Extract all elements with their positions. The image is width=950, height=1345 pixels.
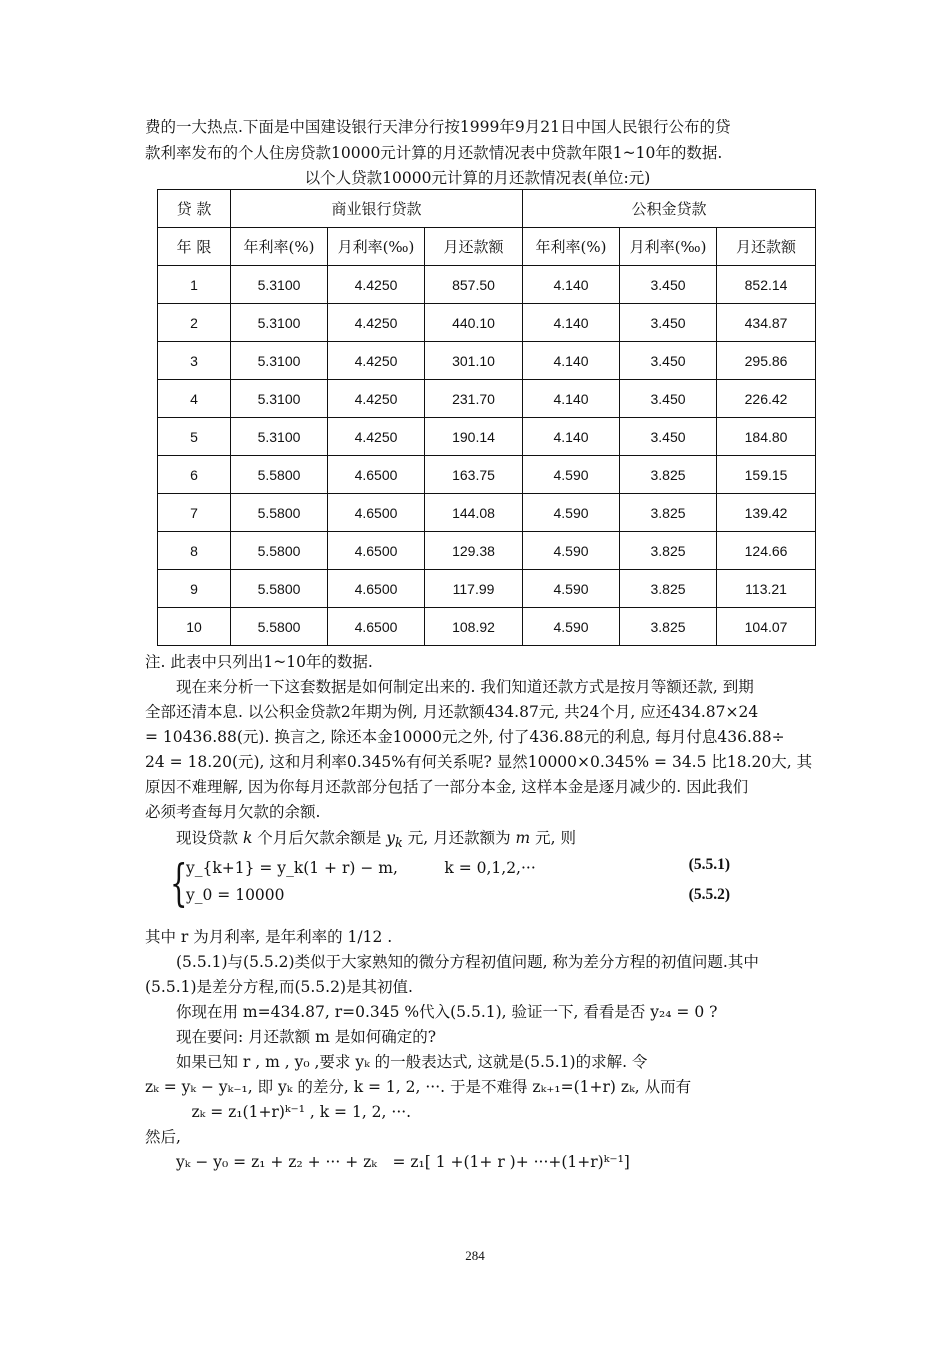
table-cell: 117.99 xyxy=(425,570,523,608)
table-cell: 4.6500 xyxy=(328,608,425,646)
explanation-line: 其中 r 为月利率, 是年利率的 1/12 . xyxy=(145,928,393,946)
table-cell: 3.450 xyxy=(620,380,717,418)
table-cell: 129.38 xyxy=(425,532,523,570)
intro-line-1: 费的一大热点.下面是中国建设银行天津分行按1999年9月21日中国人民银行公布的贷 xyxy=(145,118,731,136)
table-row xyxy=(158,494,816,532)
table-cell: 139.42 xyxy=(717,494,816,532)
table-cell: 3.825 xyxy=(620,570,717,608)
table-cell: 3.450 xyxy=(620,418,717,456)
table-row xyxy=(158,532,816,570)
term-cell: 4 xyxy=(158,380,231,418)
table-cell: 5.3100 xyxy=(231,266,328,304)
table-note: 注. 此表中只列出1~10年的数据. xyxy=(145,653,373,671)
term-cell: 10 xyxy=(158,608,231,646)
table-cell: 3.825 xyxy=(620,494,717,532)
header-term-1: 贷 款 xyxy=(158,190,231,228)
table-cell: 4.6500 xyxy=(328,532,425,570)
repayment-table xyxy=(157,189,816,646)
header-term-2: 年 限 xyxy=(158,228,231,266)
table-cell: 184.80 xyxy=(717,418,816,456)
explanation-line: zₖ = z₁(1+r)ᵏ⁻¹ , k = 1, 2, ···. xyxy=(145,1103,412,1121)
var-y-sub: k xyxy=(394,836,403,852)
table-cell: 301.10 xyxy=(425,342,523,380)
table-cell: 4.4250 xyxy=(328,418,425,456)
equation-number-2: (5.5.2) xyxy=(688,886,730,903)
term-cell: 1 xyxy=(158,266,231,304)
table-cell: 4.6500 xyxy=(328,570,425,608)
header-row-2 xyxy=(158,228,816,266)
analysis-line: 必须考查每月欠款的余额. xyxy=(145,803,321,821)
table-cell: 108.92 xyxy=(425,608,523,646)
table-cell: 4.140 xyxy=(523,342,620,380)
left-brace: { xyxy=(170,854,188,912)
table-cell: 163.75 xyxy=(425,456,523,494)
equation-5-5-1: y_{k+1} = y_k(1 + r) − m, k = 0,1,2,··· xyxy=(186,859,536,877)
table-row xyxy=(158,570,816,608)
table-cell: 5.5800 xyxy=(231,570,328,608)
column-header: 月利率(‰) xyxy=(328,228,425,266)
analysis-line: 原因不难理解, 因为你每月还款部分包括了一部分本金, 这样本金是逐月减少的. 因此我们 xyxy=(145,778,749,796)
table-cell: 434.87 xyxy=(717,304,816,342)
table-cell: 295.86 xyxy=(717,342,816,380)
explanation-line: yₖ − y₀ = z₁ + z₂ + ··· + zₖ = z₁[ 1 +(1+ r )+ ···+(1+r)ᵏ⁻¹] xyxy=(145,1153,630,1171)
table-cell: 190.14 xyxy=(425,418,523,456)
table-cell: 4.590 xyxy=(523,608,620,646)
table-cell: 3.450 xyxy=(620,266,717,304)
table-cell: 4.140 xyxy=(523,418,620,456)
table-cell: 4.4250 xyxy=(328,342,425,380)
intro-line-2: 款利率发布的个人住房贷款10000元计算的月还款情况表中贷款年限1~10年的数据. xyxy=(145,144,723,162)
term-cell: 9 xyxy=(158,570,231,608)
explanation-line: 然后, xyxy=(145,1128,181,1146)
table-cell: 4.590 xyxy=(523,494,620,532)
column-header: 年利率(%) xyxy=(523,228,620,266)
table-cell: 104.07 xyxy=(717,608,816,646)
equation-5-5-2: y_0 = 10000 xyxy=(186,886,285,904)
table-cell: 3.825 xyxy=(620,608,717,646)
table-cell: 4.4250 xyxy=(328,266,425,304)
analysis-line: 全部还清本息. 以公积金贷款2年期为例, 月还款额434.87元, 共24个月, 应还434.87×24 xyxy=(145,703,759,721)
table-cell: 231.70 xyxy=(425,380,523,418)
table-row xyxy=(158,380,816,418)
setup-text-d: 元, 则 xyxy=(530,829,576,847)
table-cell: 5.5800 xyxy=(231,532,328,570)
table-cell: 3.825 xyxy=(620,456,717,494)
table-cell: 159.15 xyxy=(717,456,816,494)
term-cell: 3 xyxy=(158,342,231,380)
table-row xyxy=(158,304,816,342)
analysis-line: = 10436.88(元). 换言之, 除还本金10000元之外, 付了436.88元的利息, 每月付息436.88÷ xyxy=(145,728,785,746)
table-body xyxy=(158,266,816,646)
table-cell: 4.6500 xyxy=(328,494,425,532)
var-m: m xyxy=(515,829,531,847)
table-cell: 4.140 xyxy=(523,266,620,304)
table-cell: 4.4250 xyxy=(328,304,425,342)
column-header: 月还款额 xyxy=(717,228,816,266)
term-cell: 2 xyxy=(158,304,231,342)
table-cell: 144.08 xyxy=(425,494,523,532)
term-cell: 8 xyxy=(158,532,231,570)
table-cell: 4.6500 xyxy=(328,456,425,494)
setup-text-a: 现设贷款 xyxy=(145,829,243,847)
table-cell: 226.42 xyxy=(717,380,816,418)
var-y: y xyxy=(386,829,395,847)
table-row xyxy=(158,608,816,646)
table-cell: 3.450 xyxy=(620,342,717,380)
analysis-line: 现在来分析一下这套数据是如何制定出来的. 我们知道还款方式是按月等额还款, 到期 xyxy=(145,678,754,696)
table-cell: 4.590 xyxy=(523,456,620,494)
header-commercial: 商业银行贷款 xyxy=(231,190,523,228)
table-cell: 5.5800 xyxy=(231,494,328,532)
equation-number-1: (5.5.1) xyxy=(688,856,730,873)
table-cell: 113.21 xyxy=(717,570,816,608)
table-cell: 3.450 xyxy=(620,304,717,342)
table-cell: 3.825 xyxy=(620,532,717,570)
table-cell: 5.5800 xyxy=(231,608,328,646)
table-row xyxy=(158,418,816,456)
setup-text-b: 个月后欠款余额是 xyxy=(252,829,387,847)
table-cell: 124.66 xyxy=(717,532,816,570)
table-row xyxy=(158,456,816,494)
explanation-line: (5.5.1)与(5.5.2)类似于大家熟知的微分方程初值问题, 称为差分方程的初值问题.其中 xyxy=(145,953,759,971)
header-fund: 公积金贷款 xyxy=(523,190,816,228)
table-cell: 4.4250 xyxy=(328,380,425,418)
table-cell: 4.140 xyxy=(523,304,620,342)
table-cell: 5.3100 xyxy=(231,418,328,456)
explanation-line: 现在要问: 月还款额 m 是如何确定的? xyxy=(145,1028,437,1046)
table-cell: 852.14 xyxy=(717,266,816,304)
term-cell: 6 xyxy=(158,456,231,494)
column-header: 月还款额 xyxy=(425,228,523,266)
table-cell: 5.5800 xyxy=(231,456,328,494)
setup-text-c: 元, 月还款额为 xyxy=(402,829,516,847)
table-cell: 5.3100 xyxy=(231,342,328,380)
explanation-line: 如果已知 r , m , y₀ ,要求 yₖ 的一般表达式, 这就是(5.5.1)的求解. 令 xyxy=(145,1053,648,1071)
table-cell: 4.140 xyxy=(523,380,620,418)
header-row-1 xyxy=(158,190,816,228)
term-cell: 5 xyxy=(158,418,231,456)
explanation-line: zₖ = yₖ − yₖ₋₁, 即 yₖ 的差分, k = 1, 2, ···. 于是不难得 zₖ₊₁=(1+r) zₖ, 从而有 xyxy=(145,1078,692,1096)
analysis-line: 24 = 18.20(元), 这和月利率0.345%有何关系呢? 显然10000×0.345% = 34.5 比18.20大, 其 xyxy=(145,753,813,771)
term-cell: 7 xyxy=(158,494,231,532)
explanation-line: (5.5.1)是差分方程,而(5.5.2)是其初值. xyxy=(145,978,413,996)
explanation-line: 你现在用 m=434.87, r=0.345 %代入(5.5.1), 验证一下, 看看是否 y₂₄ = 0 ? xyxy=(145,1003,718,1021)
table-caption: 以个人贷款10000元计算的月还款情况表(单位:元) xyxy=(304,169,651,187)
table-cell: 5.3100 xyxy=(231,304,328,342)
column-header: 月利率(‰) xyxy=(620,228,717,266)
table-cell: 857.50 xyxy=(425,266,523,304)
table-row xyxy=(158,342,816,380)
table-cell: 5.3100 xyxy=(231,380,328,418)
table-row xyxy=(158,266,816,304)
page-number: 284 xyxy=(465,1248,485,1263)
table-cell: 4.590 xyxy=(523,570,620,608)
column-header: 年利率(%) xyxy=(231,228,328,266)
table-cell: 4.590 xyxy=(523,532,620,570)
table-cell: 440.10 xyxy=(425,304,523,342)
difference-equation-system xyxy=(170,852,730,916)
var-k: k xyxy=(242,829,253,847)
